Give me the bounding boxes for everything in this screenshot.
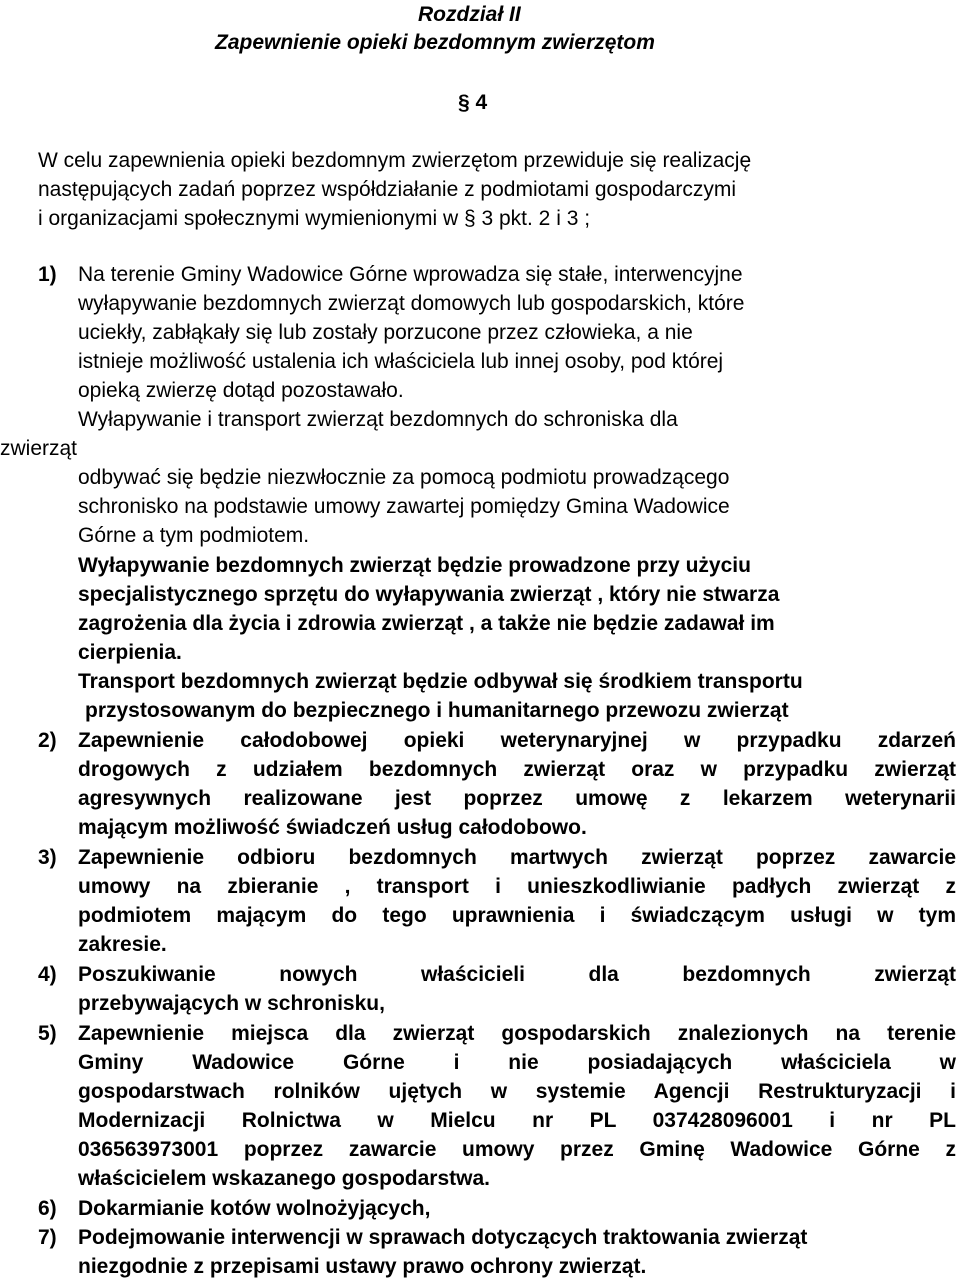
item-1-line: odbywać się będzie niezwłocznie za pomocą podmiotu prowadzącego xyxy=(78,466,730,489)
item-2-line: agresywnych realizowane jest poprzez umowę z lekarzem weterynarii xyxy=(78,787,956,810)
intro-line: następujących zadań poprzez współdziałanie z podmiotami gospodarczymi xyxy=(38,178,737,201)
item-1-line: Górne a tym podmiotem. xyxy=(78,524,310,547)
item-1-line: Transport bezdomnych zwierząt będzie odbywał się środkiem transportu xyxy=(78,670,803,693)
item-number: 6) xyxy=(38,1197,57,1220)
item-5-line: 036563973001 poprzez zawarcie umowy przez Gminę Wadowice Górne z xyxy=(78,1138,956,1161)
item-number: 7) xyxy=(38,1226,57,1249)
item-1-line: specjalistycznego sprzętu do wyłapywania zwierząt , który nie stwarza xyxy=(78,583,780,606)
item-1-line: uciekły, zabłąkały się lub zostały porzucone przez człowieka, a nie xyxy=(78,321,693,344)
item-3-line: podmiotem mającym do tego uprawnienia i świadczącym usługi w tym xyxy=(78,904,956,927)
item-1-line: schronisko na podstawie umowy zawartej pomiędzy Gmina Wadowice xyxy=(78,495,730,518)
item-5-line: Modernizacji Rolnictwa w Mielcu nr PL 037428096001 i nr PL xyxy=(78,1109,956,1132)
item-1-line: wyłapywanie bezdomnych zwierząt domowych lub gospodarskich, które xyxy=(78,292,745,315)
item-5-line: Zapewnienie miejsca dla zwierząt gospodarskich znalezionych na terenie xyxy=(78,1022,956,1045)
item-1-line: Wyłapywanie bezdomnych zwierząt będzie prowadzone przy użyciu xyxy=(78,554,751,577)
item-1-line: Wyłapywanie i transport zwierząt bezdomnych do schroniska dla xyxy=(78,408,678,431)
item-5-line: właścicielem wskazanego gospodarstwa. xyxy=(78,1167,490,1190)
item-number: 3) xyxy=(38,846,57,869)
item-1-line: cierpienia. xyxy=(78,641,182,664)
item-3-line: umowy na zbieranie , transport i unieszkodliwianie padłych zwierząt z xyxy=(78,875,956,898)
item-3-line: zakresie. xyxy=(78,933,167,956)
item-5-line: Gminy Wadowice Górne i nie posiadających właściciela w xyxy=(78,1051,956,1074)
item-6-line: Dokarmianie kotów wolnożyjących, xyxy=(78,1197,431,1220)
intro-line: W celu zapewnienia opieki bezdomnym zwierzętom przewiduje się realizację xyxy=(38,149,752,172)
item-4-line: przebywających w schronisku, xyxy=(78,992,385,1015)
item-1-line: przystosowanym do bezpiecznego i humanitarnego przewozu zwierząt xyxy=(85,699,789,722)
item-7-line: niezgodnie z przepisami ustawy prawo ochrony zwierząt. xyxy=(78,1255,647,1278)
item-1-line: zwierząt xyxy=(0,437,78,460)
item-2-line: Zapewnienie całodobowej opieki weterynaryjnej w przypadku zdarzeń xyxy=(78,729,956,752)
item-1-line: Na terenie Gminy Wadowice Górne wprowadza się stałe, interwencyjne xyxy=(78,263,743,286)
item-number: 5) xyxy=(38,1022,57,1045)
item-5-line: gospodarstwach rolników ujętych w systemie Agencji Restrukturyzacji i xyxy=(78,1080,956,1103)
item-number: 1) xyxy=(38,263,57,286)
item-4-line: Poszukiwanie nowych właścicieli dla bezdomnych zwierząt xyxy=(78,963,956,986)
item-1-line: istnieje możliwość ustalenia ich właściciela lub innej osoby, pod której xyxy=(78,350,724,373)
chapter-number: Rozdział II xyxy=(418,3,521,26)
item-1-line: opieką zwierzę dotąd pozostawało. xyxy=(78,379,404,402)
item-number: 4) xyxy=(38,963,57,986)
intro-line: i organizacjami społecznymi wymienionymi w § 3 pkt. 2 i 3 ; xyxy=(38,207,591,230)
item-3-line: Zapewnienie odbioru bezdomnych martwych zwierząt poprzez zawarcie xyxy=(78,846,956,869)
item-1-line: zagrożenia dla życia i zdrowia zwierząt , a także nie będzie zadawał im xyxy=(78,612,775,635)
item-number: 2) xyxy=(38,729,57,752)
item-2-line: drogowych z udziałem bezdomnych zwierząt oraz w przypadku zwierząt xyxy=(78,758,956,781)
item-7-line: Podejmowanie interwencji w sprawach dotyczących traktowania zwierząt xyxy=(78,1226,808,1249)
chapter-title: Zapewnienie opieki bezdomnym zwierzętom xyxy=(215,31,655,54)
section-heading: § 4 xyxy=(458,91,488,114)
item-2-line: mającym możliwość świadczeń usług całodobowo. xyxy=(78,816,587,839)
